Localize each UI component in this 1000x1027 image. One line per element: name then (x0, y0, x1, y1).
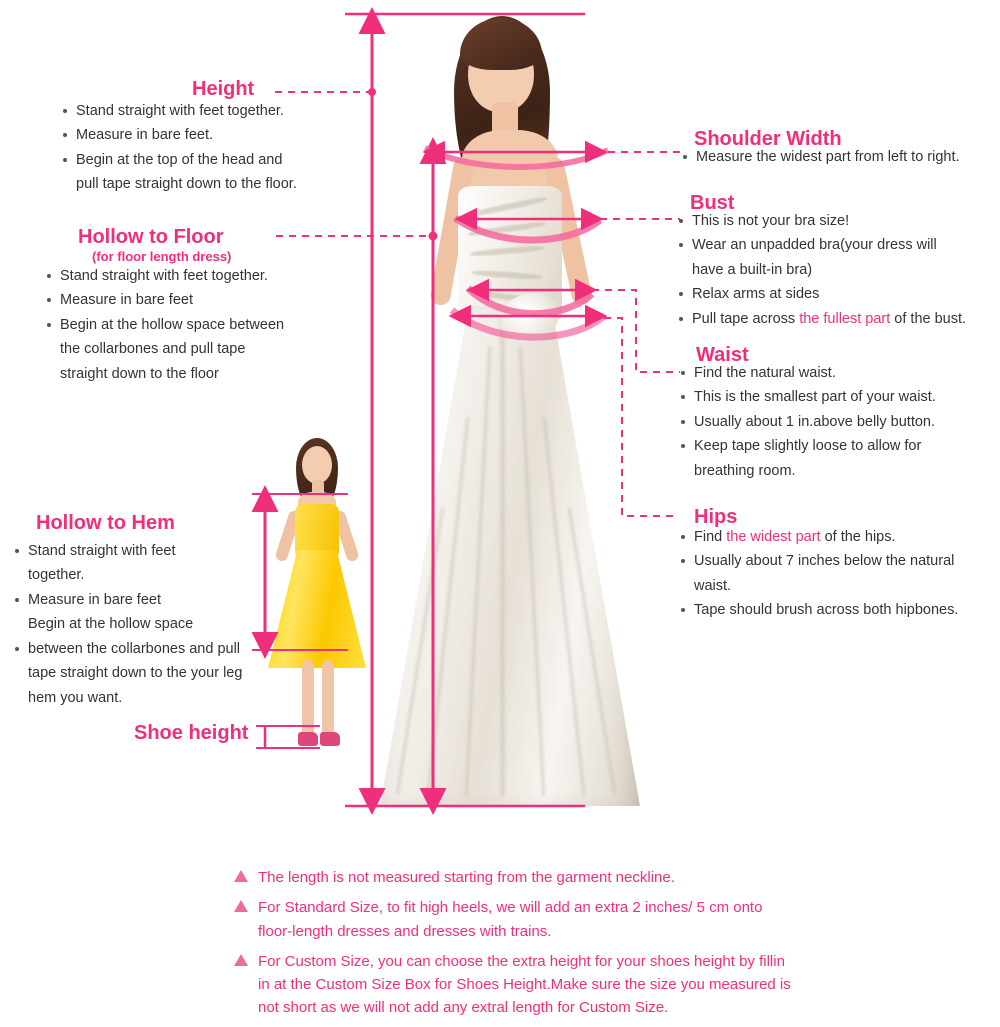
short-fig-head (302, 446, 332, 484)
bullet-cont: tape straight down to the your leg (28, 665, 243, 682)
bullets-hips (678, 526, 998, 624)
bullet: Measure in bare feet. (60, 124, 360, 147)
note-line: in at the Custom Size Box for Shoes Height.Make sure the size you measured is (258, 976, 791, 993)
bullet: Begin at the hollow space between (44, 314, 354, 337)
note-line: For Custom Size, you can choose the extra height for your shoes height by fillin (258, 952, 785, 970)
bullets-hollow-to-hem (12, 540, 270, 711)
bullet: Measure the widest part from left to right. (680, 146, 1000, 169)
bust-text-pre: Pull tape across (692, 310, 800, 327)
bullet-cont: the collarbones and pull tape (60, 341, 246, 358)
bullet: Wear an unpadded bra(your dress will (676, 234, 996, 257)
note-item (232, 866, 932, 889)
bride-illustration (380, 6, 640, 806)
short-fig-left-leg (302, 660, 314, 740)
bullet-bust-fullest (676, 308, 996, 331)
bullet: Begin at the top of the head and (60, 149, 360, 172)
bullet: Find the natural waist. (678, 362, 998, 385)
short-dress-illustration (262, 432, 372, 762)
bullet: Stand straight with feet (12, 540, 270, 563)
bullet: Stand straight with feet together. (44, 265, 354, 288)
bullet: Stand straight with feet together. (60, 100, 360, 123)
short-dress-skirt (268, 550, 366, 668)
hips-text-pre: Find (694, 529, 727, 545)
note-line: For Standard Size, to fit high heels, we will add an extra 2 inches/ 5 cm onto (258, 899, 763, 917)
bullet-cont: pull tape straight down to the floor. (76, 176, 297, 193)
bullets-waist (678, 362, 998, 484)
bullet: Measure in bare feet (44, 289, 354, 312)
bullets-bust (676, 210, 996, 332)
bullet: This is the smallest part of your waist. (678, 386, 998, 409)
bullet-cont: have a built-in bra) (692, 261, 813, 278)
bullets-shoulder-width (680, 146, 1000, 170)
bullets-height (60, 100, 360, 198)
bullet: Relax arms at sides (676, 283, 996, 306)
bullet-cont: together. (28, 567, 85, 584)
dress-skirt (380, 306, 640, 806)
note-line: not short as we will not add any extral length for Custom Size. (258, 999, 669, 1017)
hips-text-post: of the hips. (820, 529, 896, 545)
bullet: between the collarbones and pull (12, 638, 270, 661)
left-shoe (298, 732, 318, 746)
note-item (232, 950, 932, 1020)
section-title-hips: Hips (694, 506, 738, 528)
bullet-hips-widest (678, 526, 998, 549)
footer-notes (232, 866, 932, 1027)
bullet: Measure in bare feet (12, 589, 270, 612)
bust-text-post: of the bust. (890, 310, 967, 327)
right-shoe (320, 732, 340, 746)
bullet: Usually about 1 in.above belly button. (678, 411, 998, 434)
note-line: floor-length dresses and dresses with trains. (258, 922, 552, 940)
section-title-hollow-to-hem: Hollow to Hem (36, 512, 175, 534)
bullet-cont: straight down to the floor (60, 365, 219, 382)
bullet: Keep tape slightly loose to allow for (678, 435, 998, 458)
section-title-height: Height (192, 78, 255, 100)
hips-highlight: the widest part (726, 529, 821, 545)
warning-triangle-icon (234, 870, 248, 882)
bullet: This is not your bra size! (676, 210, 996, 233)
section-title-bust: Bust (690, 192, 735, 214)
hair-front (460, 18, 542, 70)
note-item (232, 896, 932, 943)
bust-highlight: the fullest part (799, 310, 891, 327)
section-title-hollow-to-floor: Hollow to Floor (78, 226, 224, 248)
bullet-cont: Begin at the hollow space (28, 616, 194, 633)
section-subtitle-hollow-to-floor: (for floor length dress) (92, 249, 232, 264)
short-dress-bodice (295, 504, 339, 556)
bullet-cont: breathing room. (694, 462, 796, 479)
bullet-cont: waist. (694, 577, 732, 594)
section-title-shoe-height: Shoe height (134, 722, 249, 744)
bullet: Tape should brush across both hipbones. (678, 599, 998, 622)
warning-triangle-icon (234, 954, 248, 966)
short-fig-right-leg (322, 660, 334, 740)
bullet-cont: hem you want. (28, 689, 123, 706)
section-title-waist: Waist (696, 344, 749, 366)
section-title-shoulder-width: Shoulder Width (694, 128, 842, 150)
bullet: Usually about 7 inches below the natural (678, 550, 998, 573)
bullets-hollow-to-floor (44, 265, 354, 387)
warning-triangle-icon (234, 900, 248, 912)
note-line: The length is not measured starting from the garment neckline. (258, 869, 675, 886)
